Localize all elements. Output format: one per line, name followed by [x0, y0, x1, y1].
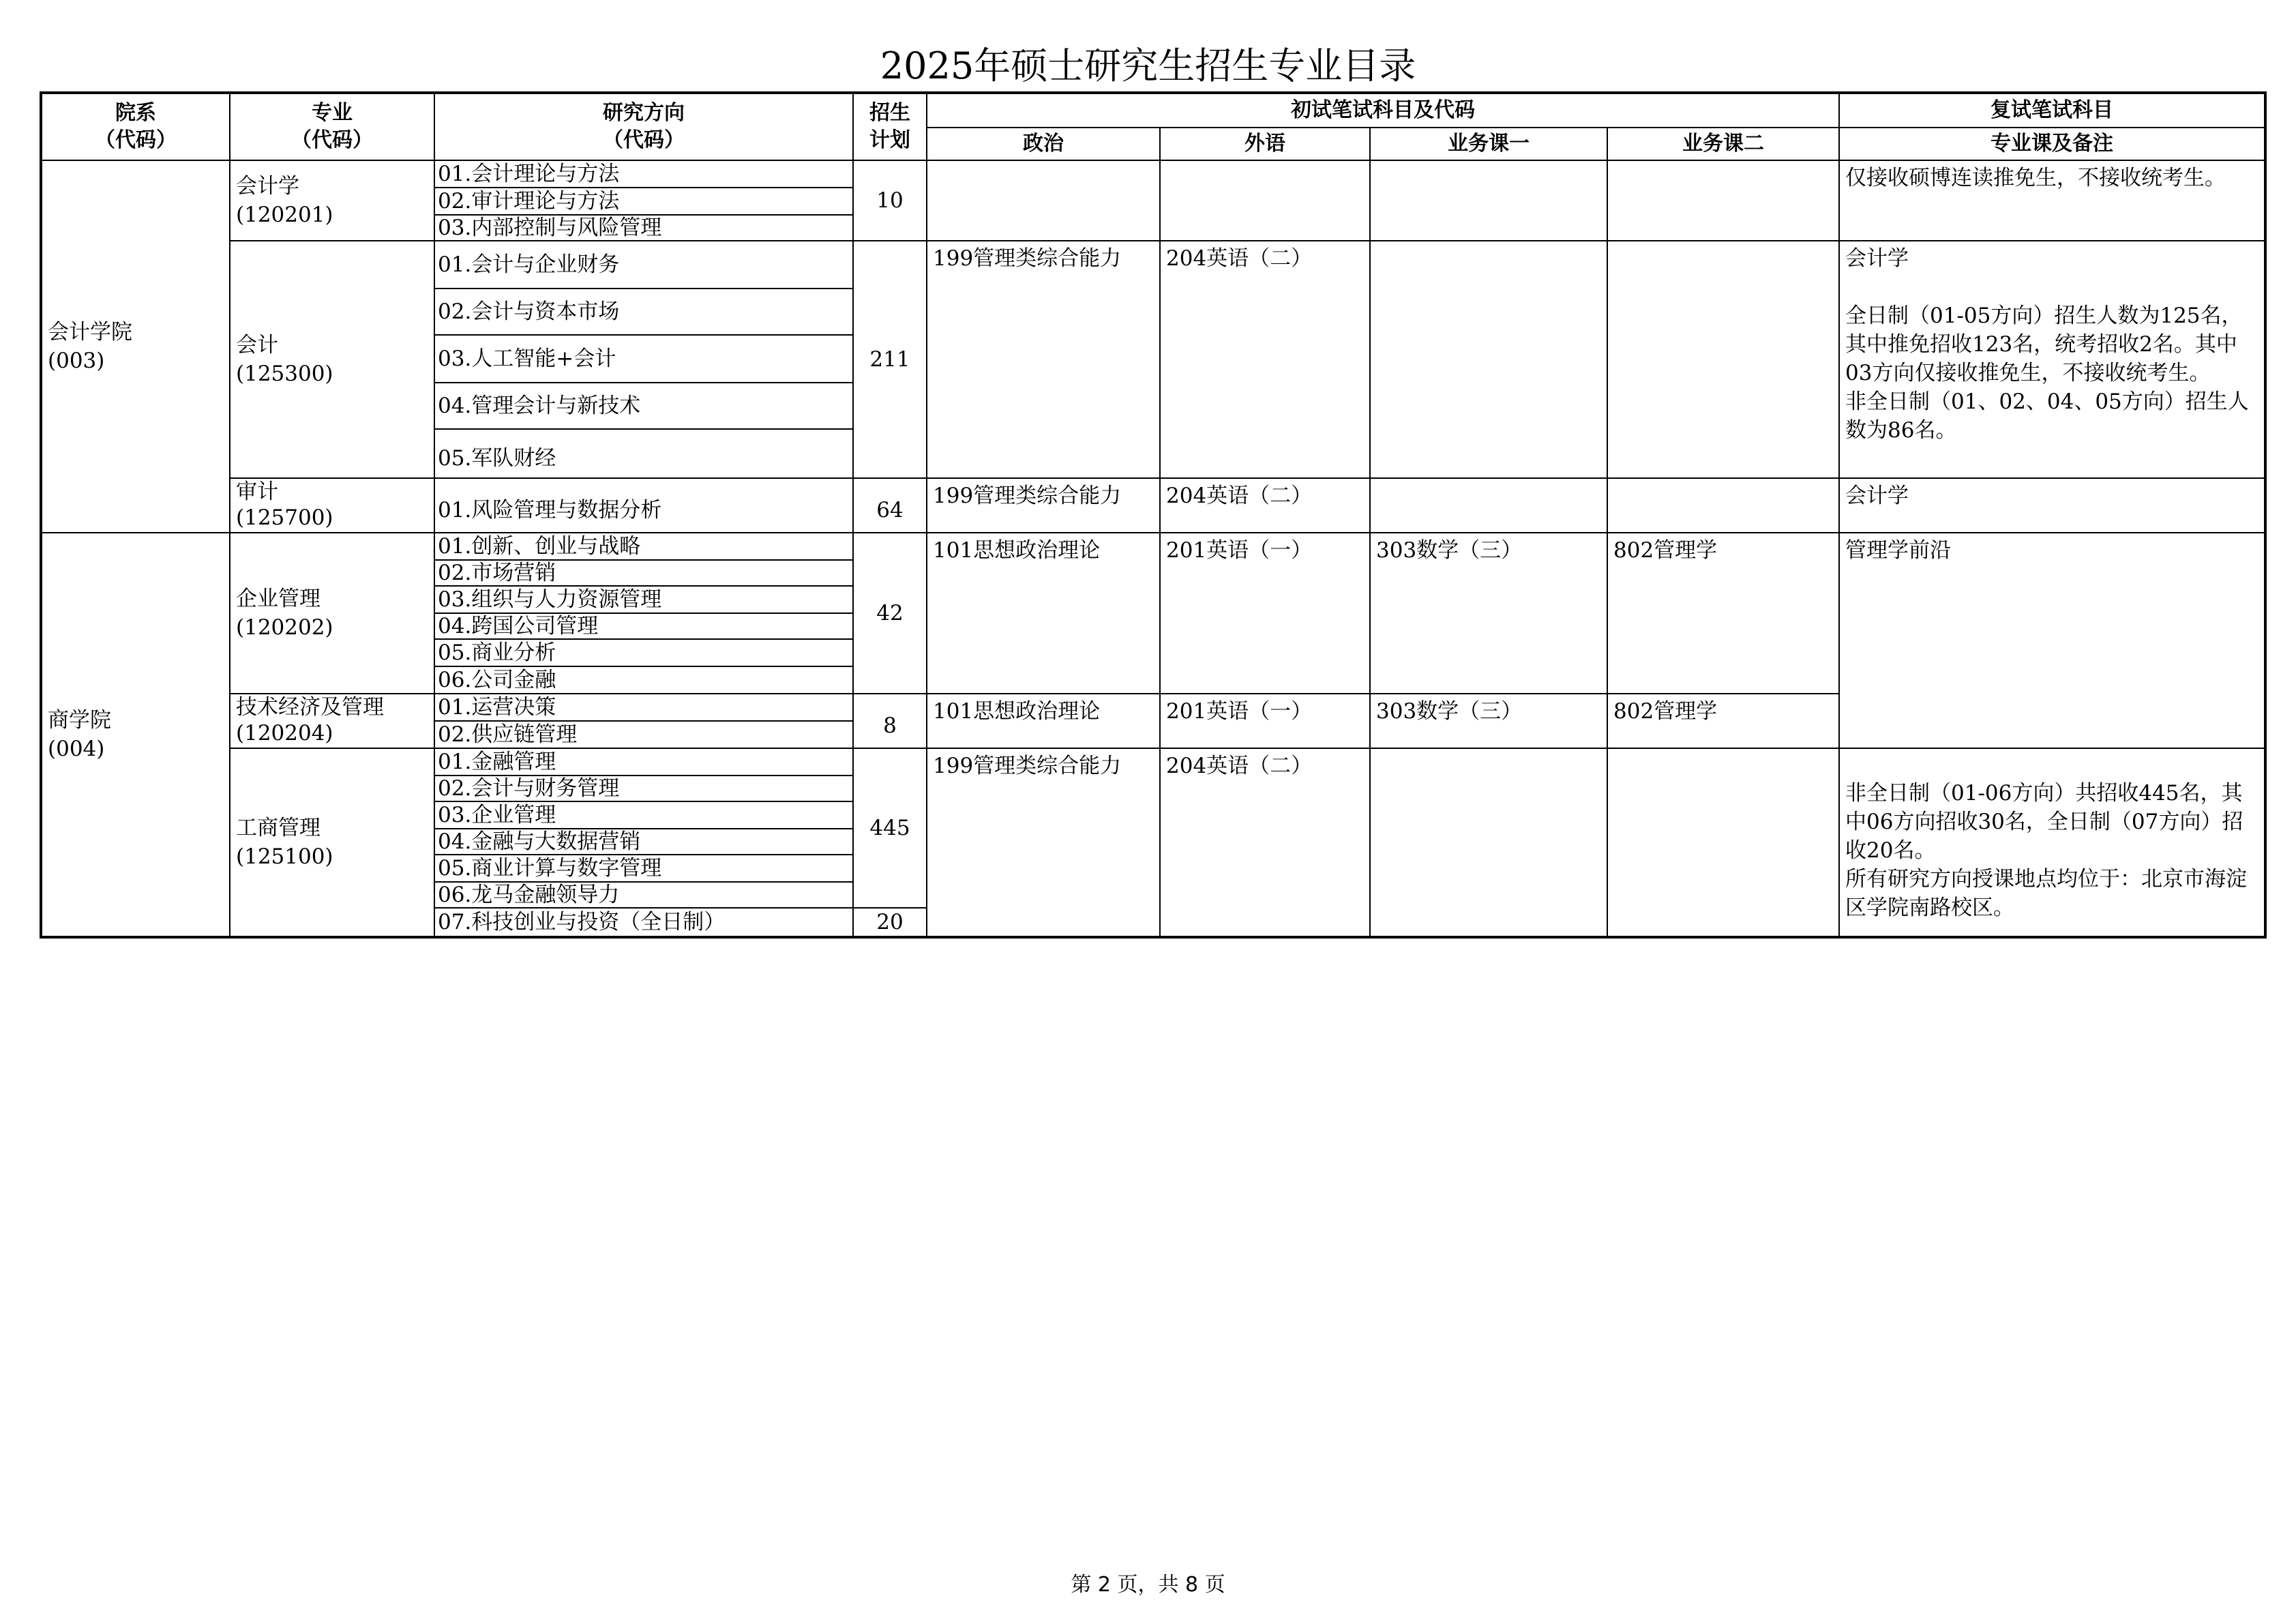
- remarks-cell: [1840, 241, 2264, 479]
- course2-cell: [1608, 161, 1840, 241]
- remark-text: 非全日制（01、02、04、05方向）招生人数为86名。: [1845, 389, 2249, 443]
- course2-cell: [1608, 241, 1840, 479]
- header-initial-exam: 初试笔试科目及代码: [927, 94, 1840, 128]
- direction-item: 02.市场营销: [435, 561, 854, 587]
- header-course1: 业务课一: [1371, 128, 1608, 161]
- remarks-cell: [1840, 479, 2264, 533]
- course1-cell: [1371, 161, 1608, 241]
- course1-cell: 303数学（三）: [1371, 694, 1608, 749]
- college-name: 会计学院: [48, 320, 132, 344]
- direction-item: 05.军队财经: [435, 430, 854, 479]
- remark-spacer: [1845, 273, 2258, 301]
- college-code: (003): [48, 349, 105, 373]
- major-code: (125300): [236, 361, 333, 386]
- major-code: (120201): [236, 203, 333, 227]
- course2-cell: [1608, 479, 1840, 533]
- course2-cell: [1608, 749, 1840, 936]
- header-plan-line2: 计划: [869, 128, 910, 152]
- remark-text: 仅接收硕博连读推免生，不接收统考生。: [1845, 166, 2226, 190]
- header-direction-code: （代码）: [603, 128, 685, 152]
- course1-cell: [1371, 479, 1608, 533]
- direction-item: 06.公司金融: [435, 667, 854, 694]
- plan-cell: 445: [854, 749, 927, 909]
- header-course2: 业务课二: [1608, 128, 1840, 161]
- direction-item: 01.风险管理与数据分析: [435, 479, 854, 533]
- direction-item: 04.金融与大数据营销: [435, 829, 854, 855]
- major-cell: [230, 749, 435, 936]
- plan-cell: 211: [854, 241, 927, 479]
- major-code: (120204): [236, 721, 333, 745]
- politics-cell: 101思想政治理论: [927, 694, 1161, 749]
- header-foreign: 外语: [1161, 128, 1371, 161]
- direction-item: 01.会计理论与方法: [435, 161, 854, 188]
- direction-item: 06.龙马金融领导力: [435, 883, 854, 909]
- politics-cell: 199管理类综合能力: [927, 749, 1161, 936]
- course1-cell: [1371, 749, 1608, 936]
- page-footer: 第 2 页，共 8 页: [1071, 1573, 1225, 1597]
- plan-cell: 10: [854, 161, 927, 241]
- foreign-cell: 204英语（二）: [1161, 241, 1371, 479]
- foreign-cell: 204英语（二）: [1161, 479, 1371, 533]
- remark-text: 管理学前沿: [1845, 538, 1951, 563]
- foreign-cell: 201英语（一）: [1161, 533, 1371, 694]
- politics-cell: 199管理类综合能力: [927, 241, 1161, 479]
- direction-item: 01.会计与企业财务: [435, 241, 854, 289]
- direction-item: 01.运营决策: [435, 694, 854, 722]
- plan-cell: 42: [854, 533, 927, 694]
- header-plan: [854, 94, 927, 161]
- remark-text: 全日制（01-05方向）招生人数为125名，其中推免招收123名，统考招收2名。其中03方向仅接收推免生，不接收统考生。: [1845, 304, 2243, 385]
- college-code: (004): [48, 737, 105, 761]
- major-name: 工商管理: [236, 816, 320, 840]
- politics-cell: 101思想政治理论: [927, 533, 1161, 694]
- direction-item: 03.企业管理: [435, 802, 854, 829]
- direction-item: 02.供应链管理: [435, 722, 854, 749]
- header-major-label: 专业: [312, 101, 353, 125]
- direction-item: 03.人工智能+会计: [435, 336, 854, 383]
- major-name: 企业管理: [236, 587, 320, 611]
- politics-cell: 199管理类综合能力: [927, 479, 1161, 533]
- header-politics: 政治: [927, 128, 1161, 161]
- direction-item: 02.审计理论与方法: [435, 188, 854, 216]
- plan-cell: 64: [854, 479, 927, 533]
- major-name: 会计: [236, 333, 278, 357]
- direction-item: 01.金融管理: [435, 749, 854, 776]
- foreign-cell: [1161, 161, 1371, 241]
- major-code: (125700): [236, 505, 333, 530]
- course1-cell: [1371, 241, 1608, 479]
- direction-item: 03.组织与人力资源管理: [435, 587, 854, 614]
- direction-item: 07.科技创业与投资（全日制）: [435, 909, 854, 936]
- header-college-label: 院系: [115, 101, 156, 125]
- remarks-cell: [1840, 533, 2264, 749]
- remark-text: 非全日制（01-06方向）共招收445名，其中06方向招收30名，全日制（07方向）招收20名。: [1845, 781, 2243, 863]
- remarks-cell: [1840, 161, 2264, 241]
- course1-cell: 303数学（三）: [1371, 533, 1608, 694]
- remark-text: 所有研究方向授课地点均位于：北京市海淀区学院南路校区。: [1845, 867, 2247, 920]
- major-cell: [230, 241, 435, 479]
- plan-cell-fulltime: 20: [854, 909, 927, 936]
- major-name: 会计学: [236, 174, 299, 198]
- direction-item: 02.会计与资本市场: [435, 289, 854, 336]
- remark-text: 会计学: [1845, 246, 1909, 271]
- header-retest: 复试笔试科目: [1840, 94, 2264, 128]
- header-plan-line1: 招生: [869, 101, 910, 125]
- major-cell: [230, 161, 435, 241]
- college-cell: [42, 533, 230, 936]
- course2-cell: 802管理学: [1608, 694, 1840, 749]
- major-name: 技术经济及管理: [236, 695, 384, 720]
- header-college-code: （代码）: [95, 128, 177, 152]
- plan-cell: 8: [854, 694, 927, 749]
- major-cell: [230, 694, 435, 749]
- direction-item: 01.创新、创业与战略: [435, 533, 854, 561]
- direction-item: 03.内部控制与风险管理: [435, 216, 854, 241]
- header-direction: [435, 94, 854, 161]
- foreign-cell: 204英语（二）: [1161, 749, 1371, 936]
- remark-text: 会计学: [1845, 484, 1909, 508]
- major-cell: [230, 533, 435, 694]
- header-college: [42, 94, 230, 161]
- header-retest-sub: 专业课及备注: [1840, 128, 2264, 161]
- foreign-cell: 201英语（一）: [1161, 694, 1371, 749]
- direction-item: 04.管理会计与新技术: [435, 383, 854, 430]
- direction-item: 05.商业计算与数字管理: [435, 855, 854, 883]
- major-cell: [230, 479, 435, 533]
- major-code: (125100): [236, 844, 333, 869]
- major-name: 审计: [236, 479, 278, 504]
- header-major: [230, 94, 435, 161]
- college-name: 商学院: [48, 708, 111, 733]
- college-cell: [42, 161, 230, 533]
- direction-item: 02.会计与财务管理: [435, 776, 854, 802]
- header-major-code: （代码）: [291, 128, 373, 152]
- major-code: (120202): [236, 615, 333, 640]
- header-direction-label: 研究方向: [603, 101, 685, 125]
- direction-item: 05.商业分析: [435, 640, 854, 667]
- page-title: 2025年硕士研究生招生专业目录: [880, 44, 1416, 87]
- direction-item: 04.跨国公司管理: [435, 614, 854, 640]
- politics-cell: [927, 161, 1161, 241]
- catalog-table: [40, 91, 2267, 939]
- remarks-cell: [1840, 749, 2264, 936]
- course2-cell: 802管理学: [1608, 533, 1840, 694]
